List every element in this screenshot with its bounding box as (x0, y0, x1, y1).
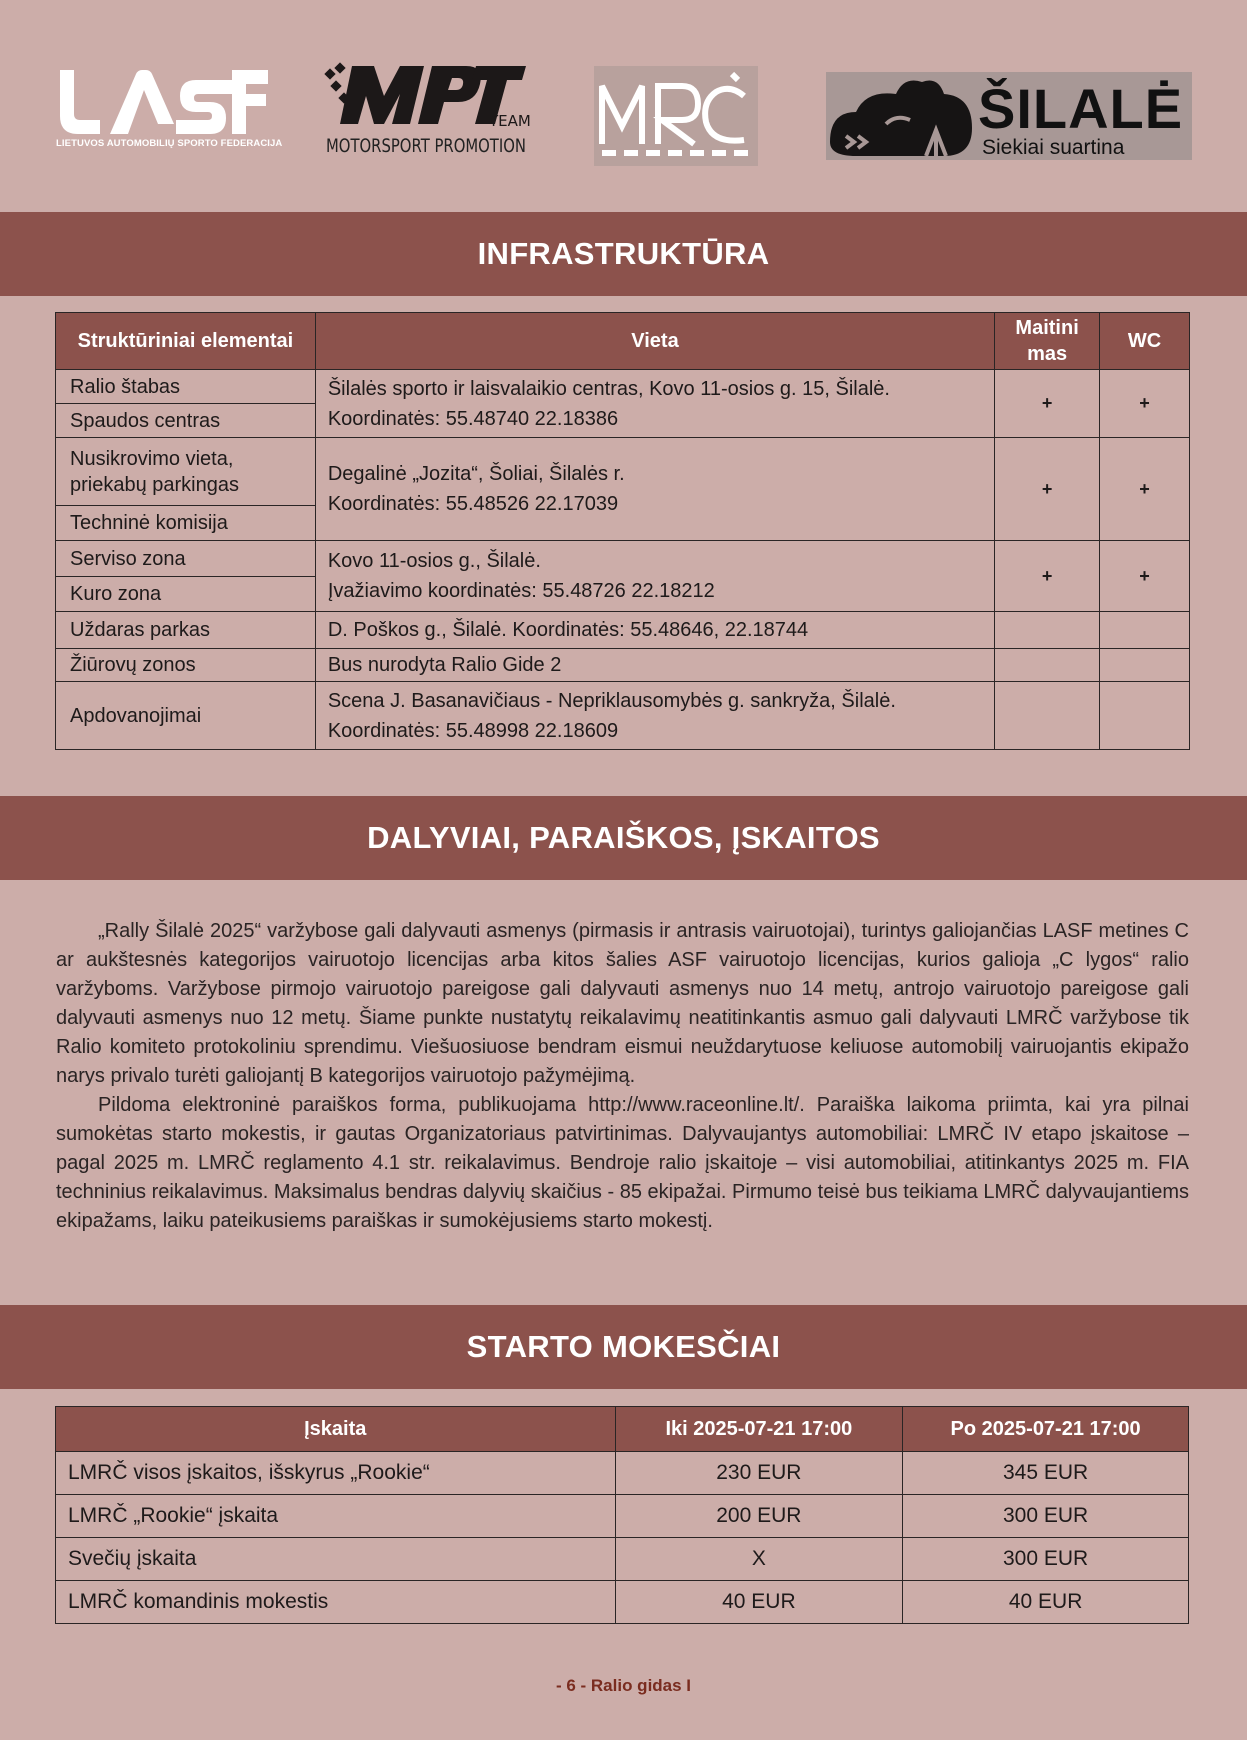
fee-before-cell: 230 EUR (615, 1452, 903, 1495)
food-cell: + (995, 370, 1100, 438)
wc-cell: + (1100, 541, 1190, 612)
place-cell: Bus nurodyta Ralio Gide 2 (315, 649, 994, 682)
food-cell (995, 649, 1100, 682)
place-line: Šilalės sporto ir laisvalaikio centras, Kovo 11-osios g. 15, Šilalė. (327, 377, 890, 400)
lasf-wordmark (56, 70, 268, 134)
table-row (56, 1452, 1189, 1495)
table-row (56, 612, 1190, 649)
place-line: Kovo 11-osios g., Šilalė. (327, 550, 541, 572)
category-cell: LMRČ „Rookie“ įskaita (56, 1495, 616, 1538)
fee-before-cell: 40 EUR (615, 1581, 903, 1624)
element-cell: Apdovanojimai (56, 682, 316, 750)
place-line: Koordinatės: 55.48740 22.18386 (327, 407, 619, 430)
element-cell: Nusikrovimo vieta, priekabų parkingas (56, 438, 316, 506)
header-elements: Struktūriniai elementai (56, 313, 316, 370)
place-cell (315, 370, 994, 438)
place-line: Degalinė „Jozita“, Šoliai, Šilalės r. (327, 463, 625, 485)
food-cell: + (995, 541, 1100, 612)
lasf-logo (56, 70, 283, 149)
element-cell: Uždaras parkas (56, 612, 316, 649)
silale-slogan: Siekiai suartina (982, 136, 1125, 159)
wc-cell: + (1100, 370, 1190, 438)
header-category: Įskaita (56, 1407, 616, 1452)
place-line: Scena J. Basanavičiaus - Nepriklausomybės g. sankryža, Šilalė. (327, 689, 896, 712)
fee-before-cell: 200 EUR (615, 1495, 903, 1538)
participants-text (56, 917, 1189, 1236)
element-cell: Kuro zona (56, 577, 316, 612)
silale-name: ŠILALĖ (978, 77, 1184, 140)
infrastructure-table (55, 312, 1190, 750)
section-banner-infrastructure: INFRASTRUKTŪRA (0, 212, 1247, 296)
table-row (56, 1495, 1189, 1538)
food-cell (995, 612, 1100, 649)
table-row (56, 370, 1190, 404)
wc-cell (1100, 612, 1190, 649)
fee-after-cell: 300 EUR (903, 1495, 1189, 1538)
place-cell (315, 682, 994, 750)
table-header-row (56, 313, 1190, 370)
element-cell: Serviso zona (56, 541, 316, 577)
table-row (56, 682, 1190, 750)
place-cell (315, 438, 994, 541)
logo-strip (0, 58, 1247, 178)
place-cell: D. Poškos g., Šilalė. Koordinatės: 55.48646, 22.18744 (315, 612, 994, 649)
food-cell (995, 682, 1100, 750)
place-line: Koordinatės: 55.48998 22.18609 (327, 719, 619, 742)
lmrc-logo (594, 66, 758, 166)
page-footer: - 6 - Ralio gidas I (555, 1676, 692, 1695)
place-line: Koordinatės: 55.48526 22.17039 (327, 493, 619, 515)
paragraph: „Rally Šilalė 2025“ varžybose gali dalyvauti asmenys (pirmasis ir antrasis vairuotojai), turintys galiojančias LASF metines C ar aukštesnės kategorijos vairuotojo licencijas arba kitos šalies ASF vairuotojo licencijas, kurios galioja „C lygos“ ralio varžyboms. Varžybose pirmojo vairuotojo pareigose gali dalyvauti asmenys nuo 14 metų, antrojo vairuotojo pareigose gali dalyvauti asmenys nuo 12 metų. Šiame punkte nustatytų reikalavimų neatitinkantis asmuo gali dalyvauti LMRČ varžybose tik Ralio komiteto protokoliniu sprendimu. Viešuosiuose bendram eismui neuždarytuose keliuose automobilį vairuojantis ekipažo narys privalo turėti galiojantį B kategorijos vairuotojo pažymėjimą. (56, 920, 1189, 1087)
food-cell: + (995, 438, 1100, 541)
category-cell: Svečių įskaita (56, 1538, 616, 1581)
table-header-row (56, 1407, 1189, 1452)
fees-table (55, 1406, 1189, 1624)
mpt-logo (326, 64, 531, 157)
header-food: Maitini mas (995, 313, 1100, 370)
element-cell: Žiūrovų zonos (56, 649, 316, 682)
header-before: Iki 2025-07-21 17:00 (615, 1407, 903, 1452)
section-banner-participants: DALYVIAI, PARAIŠKOS, ĮSKAITOS (0, 796, 1247, 880)
mpt-subtitle: MOTORSPORT PROMOTION (326, 135, 526, 157)
mpt-wordmark (326, 64, 531, 130)
table-row (56, 649, 1190, 682)
mpt-team-label: TEAM (489, 112, 531, 130)
fee-after-cell: 345 EUR (903, 1452, 1189, 1495)
fee-after-cell: 40 EUR (903, 1581, 1189, 1624)
silale-logo (826, 72, 1192, 160)
wc-cell (1100, 682, 1190, 750)
header-wc: WC (1100, 313, 1190, 370)
header-place: Vieta (315, 313, 994, 370)
element-cell: Spaudos centras (56, 404, 316, 438)
place-cell (315, 541, 994, 612)
fee-before-cell: X (615, 1538, 903, 1581)
wc-cell (1100, 649, 1190, 682)
table-row (56, 438, 1190, 506)
element-cell: Ralio štabas (56, 370, 316, 404)
fee-after-cell: 300 EUR (903, 1538, 1189, 1581)
place-line: Įvažiavimo koordinatės: 55.48726 22.18212 (327, 580, 715, 602)
table-row (56, 1581, 1189, 1624)
silale-emblem (826, 72, 976, 160)
table-row (56, 1538, 1189, 1581)
category-cell: LMRČ visos įskaitos, išskyrus „Rookie“ (56, 1452, 616, 1495)
category-cell: LMRČ komandinis mokestis (56, 1581, 616, 1624)
element-cell: Techninė komisija (56, 506, 316, 541)
table-row (56, 541, 1190, 577)
lmrc-mark (594, 66, 758, 166)
wc-cell: + (1100, 438, 1190, 541)
section-banner-fees: STARTO MOKESČIAI (0, 1305, 1247, 1389)
paragraph: Pildoma elektroninė paraiškos forma, publikuojama http://www.raceonline.lt/. Paraiška laikoma priimta, kai yra pilnai sumokėtas starto mokestis, ir gautas Organizatoriaus patvirtinimas. Dalyvaujantys automobiliai: LMRČ IV etapo įskaitose – pagal 2025 m. LMRČ reglamento 4.1 str. reikalavimus. Bendroje ralio įskaitoje – visi automobiliai, atitinkantys 2025 m. FIA techninius reikalavimus. Maksimalus bendras dalyvių skaičius - 85 ekipažai. Pirmumo teisė bus teikiama LMRČ dalyvaujantiems ekipažams, laiku pateikusiems paraiškas ir sumokėjusiems starto mokestį. (56, 1094, 1189, 1232)
header-after: Po 2025-07-21 17:00 (903, 1407, 1189, 1452)
lasf-subtitle: LIETUVOS AUTOMOBILIŲ SPORTO FEDERACIJA (56, 138, 283, 149)
